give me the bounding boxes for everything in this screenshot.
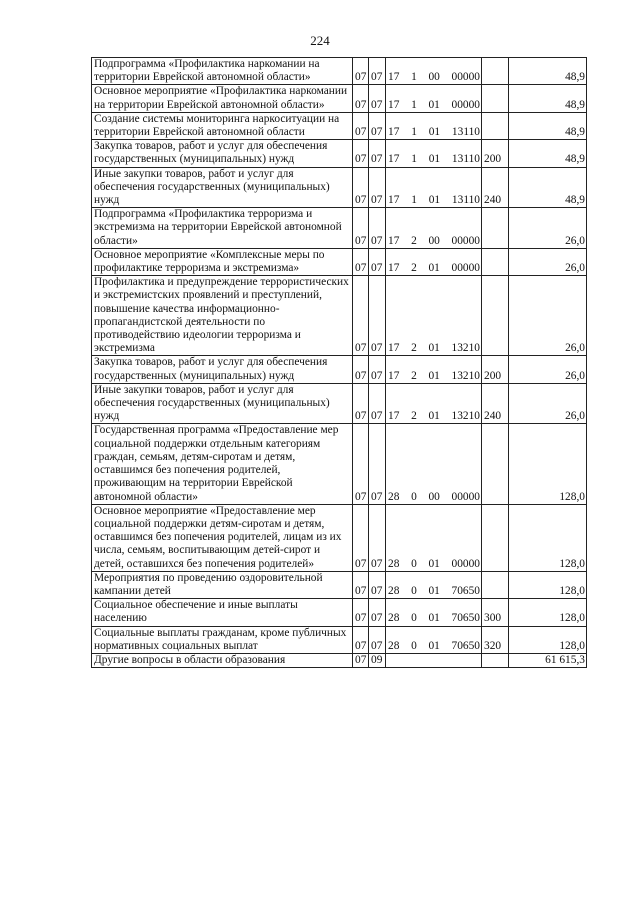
- row-expense-type-cell: [482, 424, 509, 504]
- target-article-code-part: 0: [411, 490, 417, 503]
- row-target-article-cell: [386, 276, 482, 356]
- target-article-code-part: 00000: [451, 490, 480, 503]
- target-article-code-part: 17: [388, 410, 400, 423]
- row-section-cell: 07: [353, 383, 369, 424]
- row-target-article-cell: [386, 167, 482, 208]
- row-target-article-cell: [386, 140, 482, 167]
- row-amount-cell: 26,0: [509, 356, 587, 383]
- row-expense-type-cell: 320: [482, 626, 509, 653]
- target-article-code: [388, 71, 480, 84]
- target-article-code-part: 13210: [451, 342, 480, 355]
- row-amount-cell: 48,9: [509, 112, 587, 139]
- target-article-code: [388, 491, 480, 504]
- row-section-cell: 07: [353, 504, 369, 571]
- target-article-code-part: 13210: [451, 410, 480, 423]
- row-subsection-cell: 07: [369, 208, 386, 249]
- target-article-code-part: 28: [388, 584, 400, 597]
- target-article-code-part: 2: [411, 262, 417, 275]
- row-amount-cell: 128,0: [509, 626, 587, 653]
- row-expense-type-cell: [482, 248, 509, 275]
- target-article-code-part: 00: [428, 490, 440, 503]
- target-article-code-part: 2: [411, 369, 417, 382]
- row-section-cell: 07: [353, 167, 369, 208]
- target-article-code-part: 01: [428, 153, 441, 166]
- target-article-code-part: 28: [388, 612, 400, 625]
- table-row: [92, 653, 587, 667]
- row-subsection-cell: 07: [369, 140, 386, 167]
- target-article-code-part: 13110: [451, 153, 480, 166]
- row-target-article-cell: [386, 85, 482, 112]
- row-subsection-cell: 07: [369, 58, 386, 85]
- table-row: [92, 424, 587, 504]
- row-name-cell: Иные закупки товаров, работ и услуг для обеспечения государственных (муниципальных) нужд: [92, 167, 353, 208]
- row-name-cell: Создание системы мониторинга наркоситуации на территории Еврейской автономной области: [92, 112, 353, 139]
- target-article-code-part: 28: [388, 557, 400, 570]
- row-name-cell: Другие вопросы в области образования: [92, 653, 353, 667]
- target-article-code: [388, 370, 480, 383]
- row-name-cell: Подпрограмма «Профилактика терроризма и экстремизма на территории Еврейской автономной области»: [92, 208, 353, 249]
- row-section-cell: 07: [353, 248, 369, 275]
- target-article-code-part: 70650: [451, 584, 480, 597]
- row-expense-type-cell: [482, 58, 509, 85]
- row-subsection-cell: 07: [369, 599, 386, 626]
- row-name-cell: Социальное обеспечение и иные выплаты населению: [92, 599, 353, 626]
- target-article-code-part: 01: [428, 612, 440, 625]
- table-row: [92, 208, 587, 249]
- row-target-article-cell: [386, 571, 482, 598]
- row-target-article-cell: [386, 599, 482, 626]
- target-article-code-part: 17: [388, 342, 400, 355]
- target-article-code-part: 17: [388, 262, 400, 275]
- target-article-code: [388, 235, 480, 248]
- row-subsection-cell: 07: [369, 276, 386, 356]
- row-expense-type-cell: 200: [482, 140, 509, 167]
- target-article-code-part: 01: [428, 342, 440, 355]
- target-article-code-part: 2: [411, 342, 417, 355]
- target-article-code: [388, 99, 480, 112]
- table-row: [92, 599, 587, 626]
- row-target-article-cell: [386, 504, 482, 571]
- row-name-cell: Основное мероприятие «Комплексные меры по профилактике терроризма и экстремизма»: [92, 248, 353, 275]
- row-amount-cell: 26,0: [509, 276, 587, 356]
- row-section-cell: 07: [353, 424, 369, 504]
- row-amount-cell: 128,0: [509, 504, 587, 571]
- target-article-code-part: 1: [411, 194, 417, 207]
- table-row: [92, 248, 587, 275]
- row-expense-type-cell: 240: [482, 167, 509, 208]
- row-target-article-cell: [386, 112, 482, 139]
- row-expense-type-cell: [482, 112, 509, 139]
- row-subsection-cell: 07: [369, 112, 386, 139]
- target-article-code-part: 00: [428, 71, 440, 84]
- row-section-cell: 07: [353, 571, 369, 598]
- row-section-cell: 07: [353, 626, 369, 653]
- table-row: [92, 276, 587, 356]
- row-target-article-cell: [386, 356, 482, 383]
- target-article-code-part: 17: [388, 126, 400, 139]
- target-article-code: [388, 262, 480, 275]
- target-article-code-part: 01: [428, 262, 440, 275]
- row-section-cell: 07: [353, 208, 369, 249]
- row-amount-cell: 26,0: [509, 248, 587, 275]
- target-article-code-part: 00000: [451, 262, 480, 275]
- table-row: [92, 356, 587, 383]
- row-subsection-cell: 07: [369, 167, 386, 208]
- row-section-cell: 07: [353, 356, 369, 383]
- target-article-code-part: 01: [428, 126, 441, 139]
- table-row: [92, 140, 587, 167]
- target-article-code: [388, 194, 480, 207]
- row-expense-type-cell: [482, 276, 509, 356]
- row-section-cell: 07: [353, 58, 369, 85]
- target-article-code-part: 28: [388, 490, 400, 503]
- row-subsection-cell: 07: [369, 248, 386, 275]
- row-subsection-cell: 07: [369, 383, 386, 424]
- target-article-code-part: 01: [428, 639, 440, 652]
- row-target-article-cell: [386, 383, 482, 424]
- row-name-cell: Мероприятия по проведению оздоровительной кампании детей: [92, 571, 353, 598]
- target-article-code-part: 01: [428, 584, 440, 597]
- target-article-code-part: 0: [411, 639, 417, 652]
- row-name-cell: Закупка товаров, работ и услуг для обеспечения государственных (муниципальных) нужд: [92, 356, 353, 383]
- target-article-code: [388, 153, 480, 166]
- row-name-cell: Профилактика и предупреждение террористических и экстремистских проявлений и преступлений, повышение качества информационно-пропагандистской деятельности по противодействию идеологии терроризма и экстремизма: [92, 276, 353, 356]
- row-target-article-cell: [386, 653, 482, 667]
- row-amount-cell: 128,0: [509, 424, 587, 504]
- row-section-cell: 07: [353, 599, 369, 626]
- row-amount-cell: 48,9: [509, 85, 587, 112]
- row-target-article-cell: [386, 208, 482, 249]
- row-target-article-cell: [386, 424, 482, 504]
- target-article-code-part: 17: [388, 234, 400, 247]
- row-subsection-cell: 07: [369, 356, 386, 383]
- target-article-code-part: 00000: [451, 557, 480, 570]
- table-row: [92, 112, 587, 139]
- target-article-code-part: 0: [411, 557, 417, 570]
- row-name-cell: Основное мероприятие «Предоставление мер социальной поддержки детям-сиротам и детям, оставшимся без попечения родителей, лицам из их числа, семьям, воспитывающим детей-сирот и детей, оставшихся без попечения родителей»: [92, 504, 353, 571]
- row-subsection-cell: 07: [369, 424, 386, 504]
- target-article-code-part: 00: [428, 234, 440, 247]
- target-article-code: [388, 342, 480, 355]
- target-article-code-part: 01: [428, 557, 440, 570]
- row-name-cell: Закупка товаров, работ и услуг для обеспечения государственных (муниципальных) нужд: [92, 140, 353, 167]
- row-amount-cell: 48,9: [509, 58, 587, 85]
- target-article-code-part: 17: [388, 71, 400, 84]
- row-name-cell: Социальные выплаты гражданам, кроме публичных нормативных социальных выплат: [92, 626, 353, 653]
- target-article-code-part: 00000: [451, 71, 480, 84]
- row-expense-type-cell: 240: [482, 383, 509, 424]
- row-amount-cell: 61 615,3: [509, 653, 587, 667]
- row-section-cell: 07: [353, 85, 369, 112]
- target-article-code-part: 0: [411, 584, 417, 597]
- row-expense-type-cell: [482, 85, 509, 112]
- target-article-code: [388, 410, 480, 423]
- target-article-code-part: 01: [428, 369, 440, 382]
- target-article-code-part: 1: [411, 71, 417, 84]
- target-article-code-part: 13110: [451, 126, 480, 139]
- row-section-cell: 07: [353, 653, 369, 667]
- target-article-code-part: 17: [388, 98, 400, 111]
- table-row: [92, 167, 587, 208]
- target-article-code-part: 13210: [451, 369, 480, 382]
- target-article-code-part: 00000: [451, 98, 480, 111]
- target-article-code-part: 28: [388, 639, 400, 652]
- row-expense-type-cell: 200: [482, 356, 509, 383]
- table-row: [92, 58, 587, 85]
- row-amount-cell: 128,0: [509, 599, 587, 626]
- row-section-cell: 07: [353, 112, 369, 139]
- row-target-article-cell: [386, 58, 482, 85]
- page-number: 224: [310, 33, 330, 48]
- row-target-article-cell: [386, 626, 482, 653]
- row-expense-type-cell: [482, 571, 509, 598]
- row-amount-cell: 26,0: [509, 383, 587, 424]
- row-amount-cell: 48,9: [509, 167, 587, 208]
- table-row: [92, 626, 587, 653]
- table-row: [92, 85, 587, 112]
- target-article-code-part: 00000: [451, 234, 480, 247]
- target-article-code-part: 13110: [451, 194, 480, 207]
- row-subsection-cell: 07: [369, 626, 386, 653]
- target-article-code-part: 17: [388, 369, 400, 382]
- row-name-cell: Государственная программа «Предоставление мер социальной поддержки отдельным категориям граждан, семьям, детям-сиротам и детям, оставшимся без попечения родителей, проживающим на территории Еврейской автономной области»: [92, 424, 353, 504]
- budget-table-body: [92, 58, 587, 668]
- row-section-cell: 07: [353, 276, 369, 356]
- target-article-code-part: 01: [428, 410, 440, 423]
- table-row: [92, 571, 587, 598]
- row-expense-type-cell: [482, 653, 509, 667]
- row-amount-cell: 128,0: [509, 571, 587, 598]
- row-section-cell: 07: [353, 140, 369, 167]
- budget-table: [91, 57, 587, 668]
- target-article-code-part: 01: [428, 194, 441, 207]
- row-expense-type-cell: [482, 208, 509, 249]
- target-article-code-part: 70650: [451, 612, 480, 625]
- row-amount-cell: 48,9: [509, 140, 587, 167]
- target-article-code-part: 0: [411, 612, 417, 625]
- target-article-code: [388, 558, 480, 571]
- row-subsection-cell: 09: [369, 653, 386, 667]
- table-row: [92, 383, 587, 424]
- row-target-article-cell: [386, 248, 482, 275]
- target-article-code-part: 70650: [451, 639, 480, 652]
- row-subsection-cell: 07: [369, 571, 386, 598]
- row-name-cell: Подпрограмма «Профилактика наркомании на территории Еврейской автономной области»: [92, 58, 353, 85]
- target-article-code-part: 1: [411, 126, 417, 139]
- target-article-code-part: 17: [388, 194, 400, 207]
- target-article-code-part: 2: [411, 234, 417, 247]
- row-amount-cell: 26,0: [509, 208, 587, 249]
- row-subsection-cell: 07: [369, 504, 386, 571]
- row-name-cell: Основное мероприятие «Профилактика наркомании на территории Еврейской автономной области»: [92, 85, 353, 112]
- row-expense-type-cell: [482, 504, 509, 571]
- row-name-cell: Иные закупки товаров, работ и услуг для обеспечения государственных (муниципальных) нужд: [92, 383, 353, 424]
- target-article-code: [388, 585, 480, 598]
- target-article-code: [388, 640, 480, 653]
- target-article-code-part: 1: [411, 98, 417, 111]
- target-article-code-part: 2: [411, 410, 417, 423]
- target-article-code: [388, 612, 480, 625]
- target-article-code-part: 17: [388, 153, 400, 166]
- target-article-code: [388, 126, 480, 139]
- table-row: [92, 504, 587, 571]
- target-article-code-part: 1: [411, 153, 417, 166]
- target-article-code-part: 01: [428, 98, 440, 111]
- row-expense-type-cell: 300: [482, 599, 509, 626]
- row-subsection-cell: 07: [369, 85, 386, 112]
